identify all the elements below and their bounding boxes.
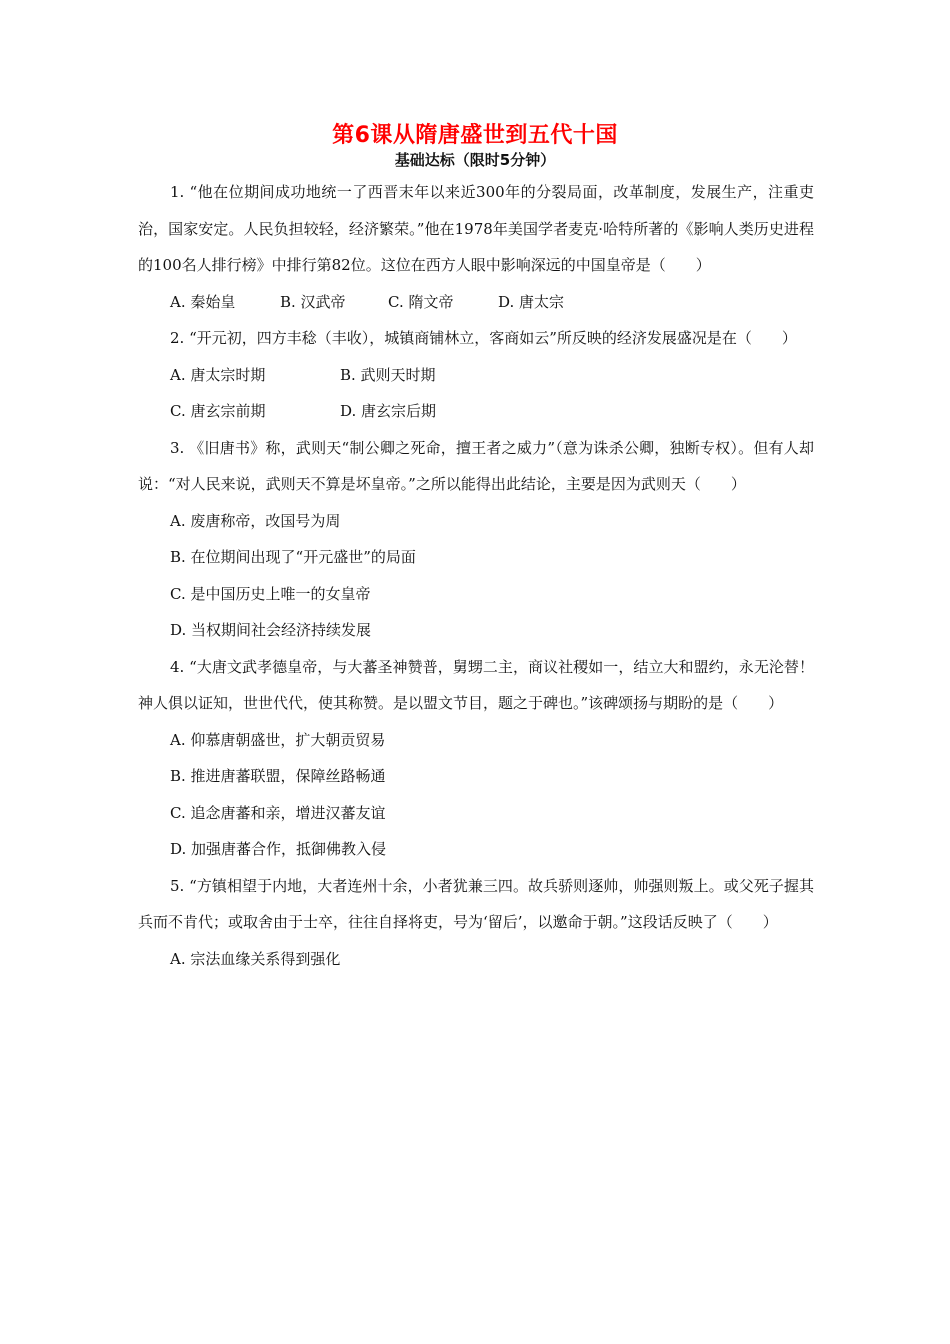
- option-b[interactable]: B. 武则天时期: [340, 365, 436, 384]
- question-5: [138, 868, 814, 978]
- option-b[interactable]: B. 汉武帝: [280, 292, 346, 311]
- page-title: 第6课从隋唐盛世到五代十国: [332, 123, 618, 148]
- question-stem: 4. “大唐文武孝德皇帝，与大蕃圣神赞普，舅甥二主，商议社稷如一，结立大和盟约，永无沦替！神人俱以证知，世世代代，使其称赞。是以盟文节目，题之于碑也。”该碑颂扬与期盼的是（ ）: [138, 657, 814, 712]
- option-a[interactable]: A. 废唐称帝，改国号为周: [170, 511, 341, 530]
- question-stem: 5. “方镇相望于内地，大者连州十余，小者犹兼三四。故兵骄则逐帅，帅强则叛上。或父死子握其兵而不肯代；或取舍由于士卒，往往自择将吏，号为‘留后’，以邀命于朝。”这段话反映了（ ）: [138, 876, 814, 931]
- option-a[interactable]: A. 唐太宗时期: [170, 365, 266, 384]
- option-d[interactable]: D. 加强唐蕃合作，抵御佛教入侵: [170, 840, 387, 858]
- question-1: [138, 174, 814, 320]
- option-c[interactable]: C. 追念唐蕃和亲，增进汉蕃友谊: [170, 803, 386, 822]
- question-2: [138, 320, 814, 430]
- option-a[interactable]: A. 宗法血缘关系得到强化: [170, 949, 341, 968]
- option-row: [138, 393, 814, 430]
- question-stem: 2. “开元初，四方丰稔（丰收），城镇商铺林立，客商如云”所反映的经济发展盛况是在（ ）: [170, 329, 797, 347]
- question-stem: 3. 《旧唐书》称，武则天“制公卿之死命，擅王者之威力”（意为诛杀公卿，独断专权）。但有人却说：“对人民来说，武则天不算是坏皇帝。”之所以能得出此结论，主要是因为武则天（ ）: [138, 438, 814, 493]
- option-c[interactable]: C. 唐玄宗前期: [170, 402, 266, 420]
- question-stem: 1. “他在位期间成功地统一了西晋末年以来近300年的分裂局面，改革制度，发展生产，注重吏治，国家安定。人民负担较轻，经济繁荣。”他在1978年美国学者麦克·哈特所著的《影响人类历史进程的100名人排行榜》中排行第82位。这位在西方人眼中影响深远的中国皇帝是（ ）: [138, 183, 814, 274]
- option-c[interactable]: C. 隋文帝: [388, 292, 454, 311]
- option-d[interactable]: D. 唐太宗: [498, 292, 565, 311]
- section-subtitle: 基础达标（限时5分钟）: [394, 151, 556, 169]
- question-3: [138, 430, 814, 649]
- option-a[interactable]: A. 秦始皇: [170, 292, 236, 311]
- question-list: [138, 174, 814, 977]
- option-d[interactable]: D. 唐玄宗后期: [340, 402, 437, 420]
- option-d[interactable]: D. 当权期间社会经济持续发展: [170, 621, 372, 639]
- option-b[interactable]: B. 推进唐蕃联盟，保障丝路畅通: [170, 767, 386, 785]
- option-b[interactable]: B. 在位期间出现了“开元盛世”的局面: [170, 548, 416, 566]
- option-row: [138, 357, 814, 394]
- option-row: [138, 284, 814, 321]
- option-a[interactable]: A. 仰慕唐朝盛世，扩大朝贡贸易: [170, 730, 386, 749]
- question-4: [138, 649, 814, 868]
- option-c[interactable]: C. 是中国历史上唯一的女皇帝: [170, 584, 371, 603]
